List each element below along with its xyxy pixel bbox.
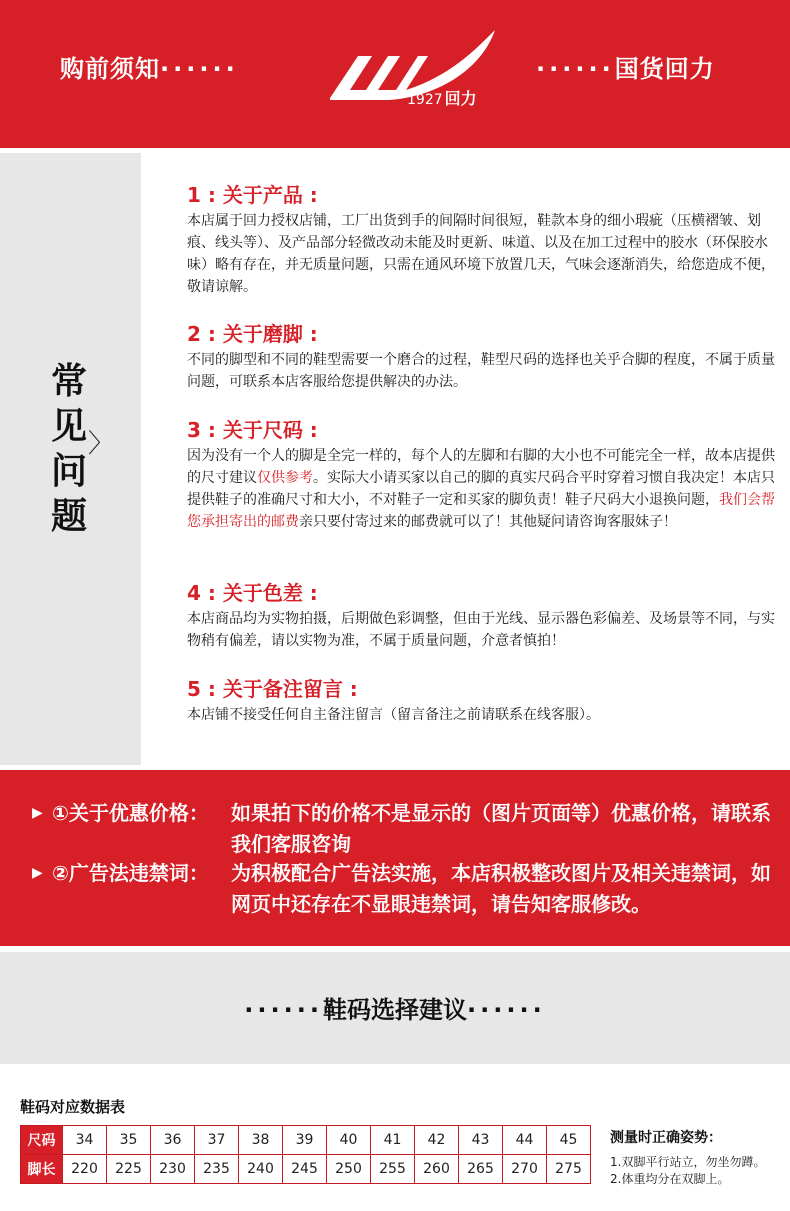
faq-heading: 2 : 关于磨脚 :: [187, 322, 318, 346]
faq-item-remarks: [187, 674, 777, 726]
notice-text: 如果拍下的价格不是显示的（图片页面等）优惠价格，请联系我们客服咨询: [231, 801, 771, 856]
faq-heading: 1 : 关于产品 :: [187, 183, 318, 207]
length-cell: 265: [459, 1155, 503, 1184]
faq-body: [187, 445, 777, 533]
length-cell: 240: [239, 1155, 283, 1184]
size-table-title: 鞋码对应数据表: [20, 1098, 126, 1116]
length-cell: 235: [195, 1155, 239, 1184]
faq-side-char: 问: [50, 451, 87, 492]
faq-body-text: 。实际大小请买家以自己的脚的真实尺码合平时穿着习惯自我决定！本店只提供鞋子的准确尺寸和大小，不对鞋子一定和买家的脚负责！鞋子尺码大小退换问题，: [187, 470, 775, 508]
length-cell: 245: [283, 1155, 327, 1184]
faq-body-text: 因为没有一个人的脚是全完一样的，每个人的左脚和右脚的大小也不可能完全一样，故本店提供的尺寸建议: [187, 448, 775, 486]
faq-section: [0, 153, 790, 765]
length-cell: 255: [371, 1155, 415, 1184]
chevron-right-icon: 〉: [88, 429, 115, 459]
faq-item-size: [187, 415, 777, 533]
faq-heading: 4 : 关于色差 :: [187, 581, 318, 605]
size-advice-title: [0, 990, 790, 1025]
length-cell: 275: [547, 1155, 591, 1184]
faq-body-highlight: 仅供参考: [257, 470, 313, 486]
size-cell: 39: [283, 1126, 327, 1155]
size-table-row-size: [21, 1126, 591, 1155]
faq-side-char: 见: [50, 406, 87, 447]
size-cell: 35: [107, 1126, 151, 1155]
faq-item-chafing: [187, 319, 777, 393]
header-left-title-text: 购前须知: [60, 55, 160, 83]
size-advice-dots-right: ······: [467, 996, 546, 1024]
length-cell: 260: [415, 1155, 459, 1184]
header-banner: [0, 0, 790, 148]
faq-body: 本店属于回力授权店铺，工厂出货到手的间隔时间很短，鞋款本身的细小瑕疵（压横褶皱、划痕、线头等）、及产品部分轻微改动未能及时更新、味道、以及在加工过程中的胶水（环保胶水味）略有存在，并无质量问题，只需在通风环境下放置几天，气味会逐渐消失，给您造成不便，敬请谅解。: [187, 213, 775, 295]
length-cell: 225: [107, 1155, 151, 1184]
notice-text: 为积极配合广告法实施，本店积极整改图片及相关违禁词，如网页中还存在不显眼违禁词，请告知客服修改。: [231, 861, 771, 916]
length-row-label: 脚长: [21, 1155, 63, 1184]
length-cell: 270: [503, 1155, 547, 1184]
faq-side-char: 常: [50, 361, 87, 402]
size-advice-band: [0, 952, 790, 1064]
triangle-right-icon: ▶: [32, 805, 43, 821]
measure-instruction: 2.体重均分在双脚上。: [610, 1172, 730, 1186]
size-row-label: 尺码: [21, 1126, 63, 1155]
size-cell: 44: [503, 1126, 547, 1155]
header-right-title-text: 国货回力: [614, 55, 715, 83]
size-cell: 43: [459, 1126, 503, 1155]
size-cell: 45: [547, 1126, 591, 1155]
size-cell: 37: [195, 1126, 239, 1155]
size-cell: 41: [371, 1126, 415, 1155]
measure-title: 测量时正确姿势：: [610, 1130, 722, 1146]
size-cell: 38: [239, 1126, 283, 1155]
faq-body-highlight: 我们会帮您承担寄出的邮费: [187, 492, 775, 530]
faq-side-panel: [0, 153, 141, 765]
notice-label: ①关于优惠价格：: [52, 801, 209, 825]
length-cell: 220: [63, 1155, 107, 1184]
size-cell: 42: [415, 1126, 459, 1155]
measure-instruction: 1.双脚平行站立，勿坐勿蹲。: [610, 1155, 766, 1169]
size-table: [20, 1125, 591, 1184]
notice-banner: [0, 770, 790, 946]
header-right-dots: ······: [536, 55, 615, 83]
faq-item-color: [187, 578, 777, 652]
faq-body: 本店铺不接受任何自主备注留言（留言备注之前请联系在线客服）。: [187, 707, 600, 723]
header-right-title: [536, 49, 715, 84]
faq-body: 不同的脚型和不同的鞋型需要一个磨合的过程，鞋型尺码的选择也关乎合脚的程度，不属于质量问题，可联系本店客服给您提供解决的办法。: [187, 352, 775, 390]
logo-brand: 回力: [444, 89, 477, 108]
faq-heading: 3 : 关于尺码 :: [187, 418, 318, 442]
size-table-row-length: [21, 1155, 591, 1184]
faq-heading: 5 : 关于备注留言 :: [187, 677, 358, 701]
size-advice-dots-left: ······: [244, 996, 323, 1024]
size-advice-title-text: 鞋码选择建议: [323, 996, 467, 1024]
triangle-right-icon: ▶: [32, 865, 43, 881]
logo-caption: [407, 86, 477, 109]
length-cell: 230: [151, 1155, 195, 1184]
faq-side-title: [44, 359, 94, 539]
faq-body: 本店商品均为实物拍摄，后期做色彩调整，但由于光线、显示器色彩偏差、及场景等不同，与实物稍有偏差，请以实物为准，不属于质量问题，介意者慎拍！: [187, 611, 775, 649]
faq-side-char: 题: [50, 496, 87, 537]
header-left-title: [60, 49, 239, 84]
header-left-dots: ······: [160, 55, 239, 83]
faq-body-text: 亲只要付寄过来的邮费就可以了！其他疑问请咨询客服妹子！: [299, 514, 677, 530]
size-cell: 34: [63, 1126, 107, 1155]
length-cell: 250: [327, 1155, 371, 1184]
size-cell: 36: [151, 1126, 195, 1155]
logo-year: 1927: [407, 92, 443, 108]
notice-label: ②广告法违禁词：: [52, 861, 209, 885]
faq-item-product: [187, 180, 777, 298]
size-cell: 40: [327, 1126, 371, 1155]
